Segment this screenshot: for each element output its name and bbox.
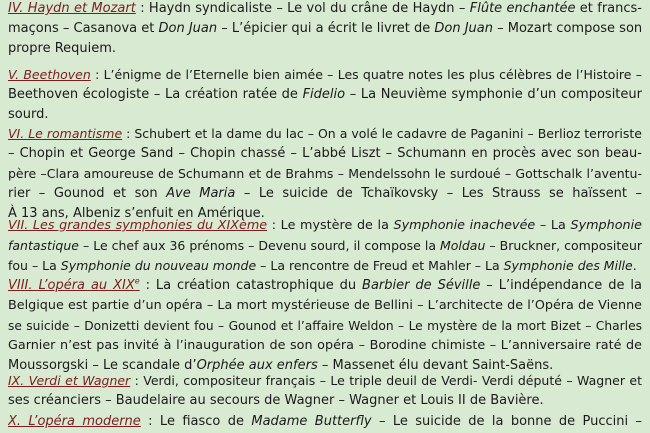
text-line: Garnier n’est pas invité à l’inauguration de son opéra – Borodine chimiste – L’anniversaire raté de: [8, 338, 642, 353]
text: : Le fiasco de: [140, 414, 252, 429]
text-line: [8, 124, 642, 144]
text-line: sourd.: [8, 107, 49, 122]
text-line: À 13 ans, Albeniz s’enfuit en Amérique.: [8, 206, 265, 221]
text-line: [8, 276, 642, 296]
text: : L’énigme de l’Eternelle bien aimée – Les quatre notes les plus célèbres de l’Histoire –: [90, 67, 642, 82]
italic-text: Madame Butterfly: [251, 414, 372, 429]
text: – Le suicide de la bonne de Puccini –: [371, 414, 642, 429]
text-line: [8, 236, 642, 256]
text: : La création catastrophique du: [139, 278, 363, 293]
section-heading: V. Beethoven: [8, 67, 91, 82]
text: – Le chef aux 36 prénoms – Devenu sourd, il compose la: [78, 238, 440, 253]
section-heading: IX. Verdi et Wagner: [8, 373, 131, 388]
text-line: [8, 85, 642, 105]
section-verdi-wagner: [8, 371, 642, 411]
text: Beethoven écologiste – La création ratée de: [8, 87, 303, 102]
text: .: [632, 258, 637, 273]
italic-text: Symphonie du nouveau monde: [60, 258, 257, 273]
italic-text: Symphonie des Mille: [503, 258, 633, 273]
italic-text: Symphonie: [570, 218, 642, 233]
text: rier – Gounod et son: [8, 186, 167, 201]
text-line: [8, 0, 642, 19]
text-line: se suicide – Donizetti devient fou – Gounod et l’affaire Weldon – Le mystère de la mort Bizet – Charles: [8, 319, 642, 333]
text-line: Belgique est partie d’un opéra – La mort mystérieuse de Bellini – L’architecte de l’Opéra de Vienne: [8, 298, 642, 313]
italic-text: Ave Maria: [166, 186, 236, 201]
italic-text: Flûte enchantée: [469, 1, 576, 16]
text: et francs-: [575, 1, 642, 16]
italic-text: Moldau: [439, 238, 486, 253]
section-symphonies: [8, 216, 642, 276]
text: : Haydn syndicaliste – Le vol du crâne de Haydn –: [135, 1, 470, 16]
heading-text: VIII. L’opéra au XIX: [8, 278, 135, 293]
text-line: [8, 65, 642, 85]
text: Moussorgski – Le scandale d’: [8, 358, 197, 373]
section-opera-moderne: [8, 412, 642, 432]
text: – L’indépendance de la: [480, 278, 642, 293]
text: maçons – Casanova et: [8, 21, 159, 36]
section-heading: X. L’opéra moderne: [8, 414, 141, 429]
text: : Schubert et la dame du lac – On a volé le cadavre de Paganini – Berlioz terroriste: [122, 126, 642, 141]
italic-text: Barbier de Séville: [362, 278, 481, 293]
section-heading: IV. Haydn et Mozart: [8, 1, 136, 16]
text-line: propre Requiem.: [8, 41, 117, 56]
italic-text: Don Juan: [158, 21, 218, 36]
text-line: [8, 412, 642, 432]
section-beethoven: [8, 65, 642, 125]
text: – Bruckner, compositeur: [485, 238, 642, 253]
section-heading: VII. Les grandes symphonies du XIXème: [8, 218, 268, 233]
italic-text: Fidelio: [302, 87, 346, 102]
section-romantisme: [8, 124, 642, 224]
text-line: [8, 19, 642, 39]
text: – La Neuvième symphonie d’un compositeur: [345, 87, 642, 102]
section-haydn-mozart: [8, 0, 642, 59]
heading-superscript: e: [134, 276, 140, 286]
text-line: [8, 371, 642, 391]
text: fou – La: [8, 258, 61, 273]
text-line: [8, 216, 642, 236]
text-line: ses créanciers – Baudelaire au secours de Wagner – Wagner et Louis II de Bavière.: [8, 393, 544, 408]
text-line: [8, 184, 642, 204]
text-line: [8, 256, 642, 276]
text: – Mozart compose son: [493, 21, 642, 36]
text-line: – Chopin et George Sand – Chopin chassé – L’abbé Liszt – Schumann en procès avec son beau-: [8, 146, 642, 161]
section-heading: VI. Le romantisme: [8, 126, 123, 141]
text: – La: [535, 218, 571, 233]
text: – Massenet élu devant Saint-Saëns.: [317, 358, 554, 373]
italic-text: Don Juan: [434, 21, 493, 36]
text: – La rencontre de Freud et Mahler – La: [256, 258, 504, 273]
section-heading: [8, 278, 140, 293]
italic-text: fantastique: [8, 238, 79, 253]
italic-text: Symphonie inachevée: [393, 218, 536, 233]
text: : Le mystère de la: [267, 218, 394, 233]
text: – L’épicier qui a écrit le livret de: [217, 21, 435, 36]
italic-text: Orphée aux enfers: [196, 358, 318, 373]
text: – Le suicide de Tchaïkovsky – Les Strauss se haïssent –: [235, 186, 642, 201]
section-opera-xix: [8, 276, 642, 376]
text: : Verdi, compositeur français – Le triple deuil de Verdi- Verdi député – Wagner et: [130, 373, 642, 388]
text-line: père –Clara amoureuse de Schumann et de Brahms – Mendelssohn le surdoué – Gottschalk l’aventu-: [8, 166, 642, 181]
